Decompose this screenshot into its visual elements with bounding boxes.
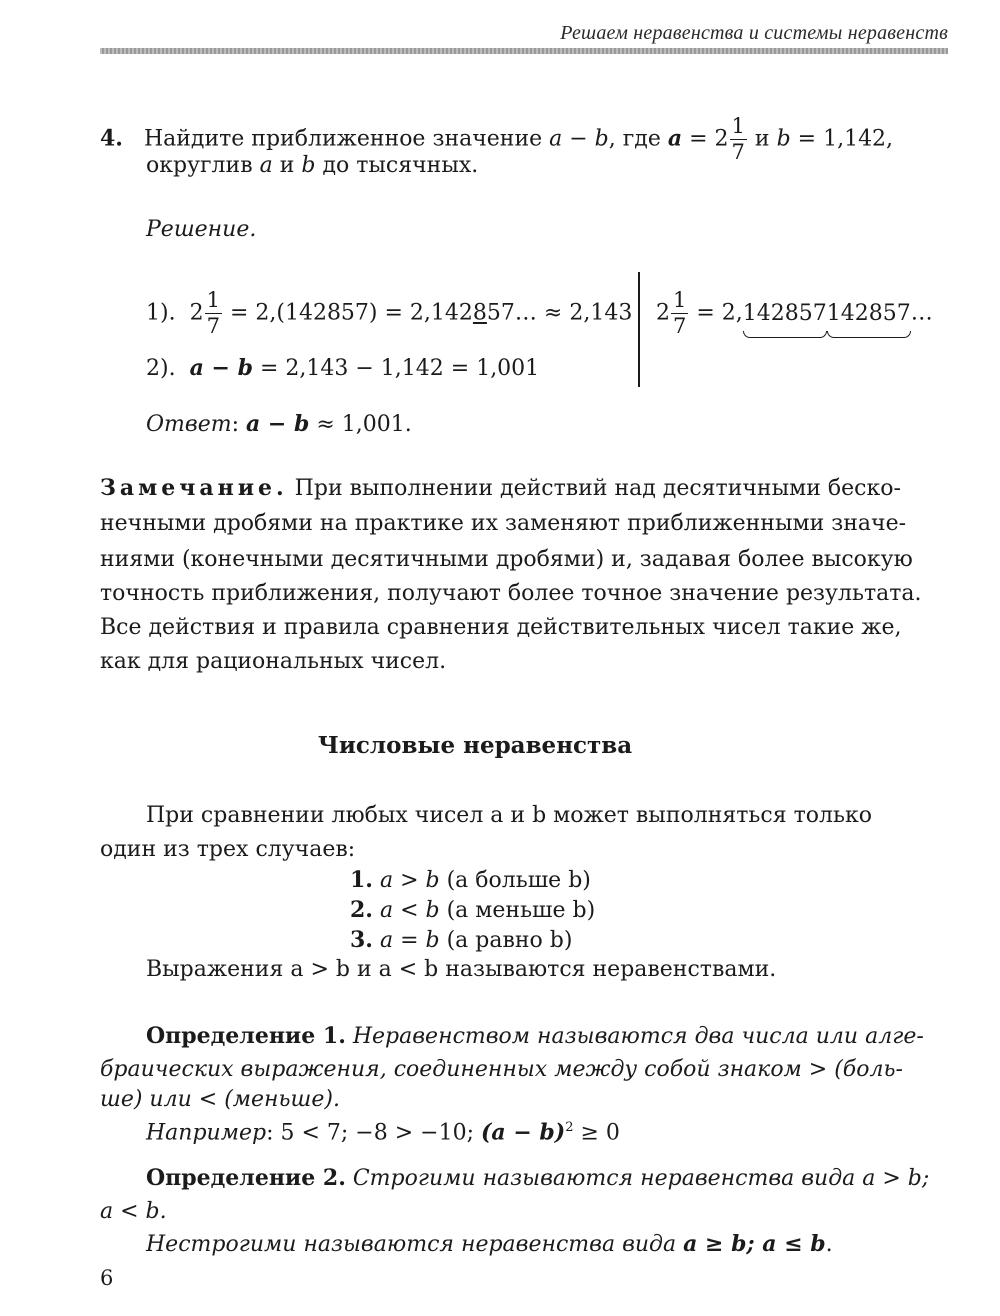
definition-1-line-2: браических выражения, соединенных между собой знаком > (боль-: [100, 1057, 903, 1082]
definition-1-label: Определение 1.: [146, 1023, 346, 1049]
period-brace-1: 142857: [743, 296, 827, 332]
where-text: , где: [608, 126, 661, 152]
answer-label: Ответ: [146, 412, 232, 437]
section-heading: Числовые неравенства: [317, 732, 633, 759]
a-eq: = 2: [682, 126, 729, 152]
case-1: 1. a > b (a больше b): [350, 867, 591, 893]
b-value: = 1,142,: [790, 126, 894, 152]
and-text: и: [747, 126, 777, 152]
definition-2-line-3: Нестрогими называются неравенства вида a ≥ b; a ≤ b.: [146, 1231, 833, 1257]
remark-line-5: Все действия и правила сравнения действительных чисел такие же,: [100, 615, 902, 640]
example-line: Например: 5 < 7; −8 > −10; $(a - b)^2 \ge 0$: [146, 1119, 620, 1146]
problem-number: 4.: [100, 125, 123, 152]
var-a: a: [667, 125, 683, 152]
definition-1-line-3: ше) или < (меньше).: [100, 1087, 340, 1112]
case-2: 2. a < b (a меньше b): [350, 897, 596, 923]
definition-2-line-1: Определение 2. Строгими называются неравенства вида a > b;: [146, 1165, 930, 1191]
remark-line-6: как для рациональных чисел.: [100, 649, 447, 674]
remark-line-2: нечными дробями на практике их заменяют приближенными значе-: [100, 511, 907, 536]
intro-line-1: При сравнении любых чисел a и b может выполняться только: [146, 803, 872, 828]
period-brace-2: 142857: [827, 296, 911, 332]
divider-line: [638, 272, 640, 387]
fraction-1-7-step1: $\frac{1}{7}$: [206, 288, 220, 338]
var-b: b: [776, 126, 791, 152]
remark-line-1: Замечание. При выполнении действий над десятичными беско-: [100, 475, 901, 501]
problem-line-2: округлив a и b до тысячных.: [146, 153, 479, 178]
intro-line-2: один из трех случаев:: [100, 837, 356, 862]
remark-title: Замечание.: [100, 475, 288, 501]
definition-2-line-2: a < b.: [100, 1199, 167, 1224]
page-number: 6: [100, 1266, 114, 1290]
period-illustration: 2 $\frac{1}{7}$ = 2,142857142857…: [656, 288, 933, 338]
rounding-digit: 8: [472, 300, 487, 326]
definition-1-line-1: Определение 1. Неравенством называются два числа или алге-: [146, 1023, 924, 1049]
definition-2-label: Определение 2.: [146, 1165, 346, 1191]
problem-text: Найдите приближенное значение: [143, 126, 543, 152]
running-header: Решаем неравенства и системы неравенств: [560, 22, 948, 44]
header-rule: [100, 48, 948, 54]
answer-line: Ответ: a − b ≈ 1,001.: [146, 411, 412, 437]
case-3: 3. a = b (a равно b): [350, 927, 573, 953]
solution-label: Решение.: [146, 217, 257, 242]
remark-line-3: ниями (конечными десятичными дробями) и, задавая более высокую: [100, 547, 913, 572]
expressions-line: Выражения a > b и a < b называются неравенствами.: [146, 957, 777, 982]
fraction-1-7-side: $\frac{1}{7}$: [673, 288, 687, 338]
solution-step-1: 1). 2 $\frac{1}{7}$ = 2,(142857) = 2,142857… ≈ 2,143: [146, 288, 633, 338]
expr-a-minus-b: a − b: [549, 126, 609, 152]
fraction-1-7: $\frac{1}{7}$: [731, 114, 745, 164]
remark-line-4: точность приближения, получают более точное значение результата.: [100, 581, 922, 606]
solution-step-2: 2). a − b = 2,143 − 1,142 = 1,001: [146, 355, 540, 381]
